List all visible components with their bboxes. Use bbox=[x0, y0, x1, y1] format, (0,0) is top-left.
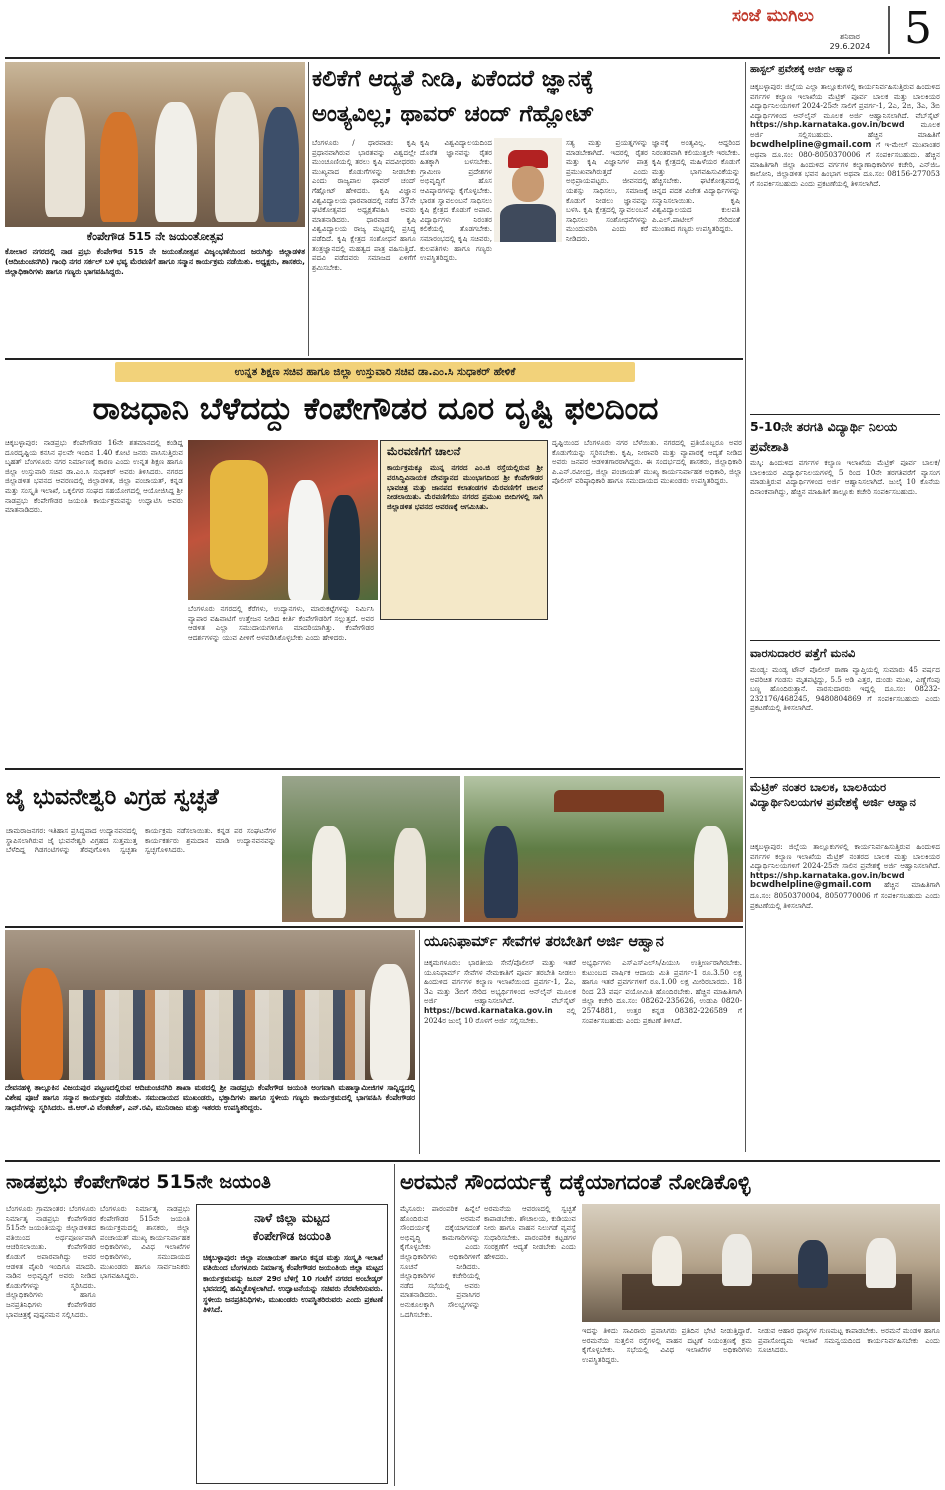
band-headline: ರಾಜಧಾನಿ ಬೆಳೆದದ್ದು ಕೆಂಪೇಗೌಡರ ದೂರ ದೃಷ್ಟಿ ಫಲದಿಂದ bbox=[92, 391, 659, 427]
photo-figure bbox=[694, 826, 728, 918]
hostel-headline: ಹಾಸ್ಟಲ್ ಪ್ರವೇಶಕ್ಕೆ ಅರ್ಜಿ ಆಹ್ವಾನ bbox=[750, 64, 853, 75]
photo-figure bbox=[328, 495, 360, 600]
lead-col-2b bbox=[494, 246, 562, 354]
metric-hostel-headline: ಮೆಟ್ರಿಕ್ ನಂತರ ಬಾಲಕ, ಬಾಲಕಿಯರ ವಿದ್ಯಾರ್ಥಿನಿಲಯಗಳ ಪ್ರವೇಶಕ್ಕೆ ಅರ್ಜಿ ಆಹ್ವಾನ bbox=[750, 780, 916, 809]
pavilion-roof bbox=[554, 790, 664, 812]
meeting-photo bbox=[582, 1204, 940, 1322]
photo-figure bbox=[21, 968, 63, 1080]
column-divider bbox=[308, 62, 309, 356]
page-number: 5 bbox=[904, 3, 932, 54]
lead-col-2: ಕೃಷಿ ವಿಶ್ವವಿದ್ಯಾಲಯದಿಂದ ದೊರೆತ ಜ್ಞಾನವನ್ನು ರೈತರ ಹಿತಕ್ಕಾಗಿ ಬಳಸಬೇಕು. ಗ್ರಾಮೀಣ ಪ್ರದೇಶಗಳ ಅಭಿವೃದ್ಧಿಗೆ ಹೊಸ ಆವಿಷ್ಕಾರಗಳನ್ನು ಕೈಗೊಳ್ಳಬೇಕು. ಭಾರತ ಸ್ವಾವಲಂಬನೆ ಸಾಧಿಸಲು ಕೃಷಿ ಕ್ಷೇತ್ರದ ಕೊಡುಗೆ ಅಪಾರ. ವಿದ್ಯಾರ್ಥಿಗಳು ನಿರಂತರ ಕಲಿಕೆಯಲ್ಲಿ ತೊಡಗಬೇಕು. ಸಮಾರಂಭದಲ್ಲಿ ಕೃಷಿ ಸಚಿವರು, ಕುಲಪತಿಗಳು ಹಾಗೂ ಗಣ್ಯರು ಉಪಸ್ಥಿತರಿದ್ದರು. bbox=[420, 138, 492, 263]
right-rule bbox=[750, 414, 940, 415]
band-top-rule bbox=[5, 358, 743, 360]
group-photo bbox=[5, 930, 415, 1080]
masthead-day: ಶನಿವಾರ bbox=[840, 32, 860, 41]
procession-text: ಕಾರ್ಯಕ್ರಮಕ್ಕೂ ಮುನ್ನ ನಗರದ ಎಂ.ಜಿ ರಸ್ತೆಯಲ್ಲಿರುವ ಶ್ರೀ ವರಸಿದ್ಧಿವಿನಾಯಕ ದೇವಸ್ಥಾನದ ಮುಂಭಾಗದಿಂದ ಶ್ರೀ ಕೆಂಪೇಗೌಡರ ಭಾವಚಿತ್ರ ಮತ್ತು ಜಾನಪದ ಕಲಾತಂಡಗಳ ಮೆರವಣಿಗೆಗೆ ಚಾಲನೆ ನೀಡಲಾಯಿತು. ಮೆರವಣಿಗೆಯು ನಗರದ ಪ್ರಮುಖ ಬೀದಿಗಳಲ್ಲಿ ಸಾಗಿ ಜಿಲ್ಲಾಡಳಿತ ಭವನದ ಆವರಣಕ್ಕೆ ಆಗಮಿಸಿತು. bbox=[387, 463, 543, 512]
column-divider bbox=[394, 1164, 395, 1486]
right-column-divider bbox=[745, 62, 746, 1152]
right-rule bbox=[750, 777, 940, 778]
photo-figure bbox=[484, 826, 518, 918]
hostel-body-text2: ಮೂಲಕ ಅರ್ಜಿ ಸಲ್ಲಿಸಬಹುದು. ಹೆಚ್ಚಿನ ಮಾಹಿತಿಗೆ bbox=[750, 120, 940, 139]
band-subhead: ಉನ್ನತ ಶಿಕ್ಷಣ ಸಚಿವ ಹಾಗೂ ಜಿಲ್ಲಾ ಉಸ್ತುವಾರಿ ಸಚಿವ ಡಾ.ಎಂ.ಸಿ ಸುಧಾಕರ್ ಹೇಳಿಕೆ bbox=[115, 362, 635, 382]
metric-link[interactable]: https://shp.karnataka.gov.in/bcwd bbox=[750, 870, 905, 880]
jayanthi-col-2: ಬೆಂಗಳೂರು ನಿರ್ಮಾತೃ ನಾಡಪ್ರಭು ಕೆಂಪೇಗೌಡರ 515ನೇ ಜಯಂತಿ ಕಾರ್ಯಕ್ರಮದಲ್ಲಿ ಶಾಸಕರು, ಜಿಲ್ಲಾ ಪಂಚಾಯತ್ ಮುಖ್ಯ ಕಾರ್ಯನಿರ್ವಾಹಕ ಅಧಿಕಾರಿಗಳು, ವಿವಿಧ ಇಲಾಖೆಗಳ ಅಧಿಕಾರಿಗಳು, ಸಮುದಾಯದ ಮುಖಂಡರು ಹಾಗೂ ಸಾರ್ವಜನಿಕರು ಭಾಗವಹಿಸಿದ್ದರು. bbox=[100, 1204, 190, 1281]
photo-figure bbox=[312, 826, 346, 918]
uniform-link[interactable]: https://bcwd.karnataka.gov.in bbox=[424, 1005, 553, 1015]
hostel-body-text3: ಗೆ ಇ-ಮೇಲ್ ಮುಖಾಂತರ ಅಥವಾ ದೂ.ಸಂ: 080-8050370006 ಗೆ ಸಂಪರ್ಕಿಸಬಹುದು. ಹೆಚ್ಚಿನ ಮಾಹಿತಿಗಾಗಿ ಜಿಲ್ಲಾ ಹಿಂದುಳಿದ ವರ್ಗಗಳ ಕಲ್ಯಾಣಾಧಿಕಾರಿಗಳ ಕಚೇರಿ, ಎನ್‌ಜಿಒ ಕಾಲೋನಿ, ಜಿಲ್ಲಾಡಳಿತ ಭವನ ಹಿಂಭಾಗ ಅಥವಾ ದೂ.ಸಂ: 08156-277053 ಗೆ ಸಂಪರ್ಕಿಸಬಹುದು ಎಂದು ಪ್ರಕಟಣೆಯಲ್ಲಿ ತಿಳಿಸಲಾಗಿದೆ. bbox=[750, 139, 940, 188]
section-rule bbox=[5, 1160, 940, 1162]
bhuvaneshwari-body: ಚಾಮರಾಜನಗರ: ಇತಿಹಾಸ ಪ್ರಸಿದ್ಧವಾದ ಉದ್ಯಾನವನದಲ್ಲಿ ಸ್ಥಾಪಿಸಲಾಗಿರುವ ಜೈ ಭುವನೇಶ್ವರಿ ವಿಗ್ರಹದ ಸುತ್ತಮುತ್ತ ಬೆಳೆದಿದ್ದ ಗಿಡಗಂಟಿಗಳನ್ನು ತೆರವುಗೊಳಿಸಿ ಸ್ವಚ್ಛತಾ ಕಾರ್ಯಕ್ರಮ ನಡೆಸಲಾಯಿತು. ಕನ್ನಡ ಪರ ಸಂಘಟನೆಗಳ ಕಾರ್ಯಕರ್ತರು ಶ್ರಮದಾನ ಮಾಡಿ ಉದ್ಯಾನವನವನ್ನು ಸ್ವಚ್ಛಗೊಳಿಸಿದರು. bbox=[6, 826, 276, 855]
metric-hostel-body bbox=[750, 842, 940, 1152]
top-left-caption-title: ಕೆಂಪೇಗೌಡ 515 ನೇ ಜಯಂತೋತ್ಸವ bbox=[86, 230, 224, 243]
hostel-link[interactable]: https://shp.karnataka.gov.in/bcwd bbox=[750, 120, 905, 130]
photo-figure bbox=[100, 112, 138, 222]
lead-col-4: ಜ್ಞಾನಕ್ಕೆ ಅಂತ್ಯವಿಲ್ಲ. ಆದ್ದರಿಂದ ನಿರಂತರವಾಗಿ ಕಲಿಯುತ್ತಲೇ ಇರಬೇಕು. ಕೃಷಿ ಕ್ಷೇತ್ರದಲ್ಲಿ ಮಹಿಳೆಯರ ಕೊಡುಗೆ ಮತ್ತು ಭಾಗವಹಿಸುವಿಕೆಯನ್ನು ಹೆಚ್ಚಿಸಬೇಕು. ಘಟಿಕೋತ್ಸವದಲ್ಲಿ ಚಿನ್ನದ ಪದಕ ವಿಜೇತ ವಿದ್ಯಾರ್ಥಿಗಳನ್ನು ಸನ್ಮಾನಿಸಲಾಯಿತು. ಕೃಷಿ ವಿಶ್ವವಿದ್ಯಾಲಯದ ಕುಲಪತಿ ಪಿ.ಎಲ್.ಪಾಟೀಲ್ ಸೇರಿದಂತೆ ಮುಂತಾದ ಗಣ್ಯರು ಉಪಸ್ಥಿತರಿದ್ದರು. bbox=[652, 138, 740, 234]
garland-portrait bbox=[210, 460, 268, 580]
photo-figure bbox=[288, 480, 324, 600]
palace-col-4: ನೀಡುವ ಆಹಾರ ಧಾನ್ಯಗಳ ಗುಣಮಟ್ಟ ಕಾಪಾಡಬೇಕು. ಅರಮನೆ ಮಂಡಳಿ ಹಾಗೂ ಪ್ರವಾಸೋದ್ಯಮ ಇಲಾಖೆ ಸಮನ್ವಯದಿಂದ ಕಾರ್ಯನಿರ್ವಹಿಸಬೇಕು ಎಂದು ಸೂಚಿಸಿದರು. bbox=[758, 1326, 940, 1355]
kempegowda-portrait-photo bbox=[188, 440, 378, 600]
park-photo-2 bbox=[464, 776, 743, 922]
lead-headline-line1: ಕಲಿಕೆಗೆ ಆದ್ಯತೆ ನೀಡಿ, ಏಕೆಂದರೆ ಜ್ಞಾನಕ್ಕೆ bbox=[312, 66, 594, 92]
photo-figure bbox=[866, 1238, 896, 1288]
uniform-col-2: ಅಭ್ಯರ್ಥಿಗಳು ಎಸ್‌ಎಸ್‌ಎಲ್‌ಸಿ/ಪಿಯುಸಿ ಉತ್ತೀರ್ಣರಾಗಿರಬೇಕು. ಕುಟುಂಬದ ವಾರ್ಷಿಕ ಆದಾಯ ಮಿತಿ ಪ್ರವರ್ಗ-1 ರೂ.3.50 ಲಕ್ಷ ಹಾಗೂ ಇತರೆ ಪ್ರವರ್ಗಗಳಿಗೆ ರೂ.1.00 ಲಕ್ಷ ಮೀರಿರಬಾರದು. 18 ರಿಂದ 23 ವರ್ಷ ವಯೋಮಿತಿ ಹೊಂದಿರಬೇಕು. ಹೆಚ್ಚಿನ ಮಾಹಿತಿಗಾಗಿ ಜಿಲ್ಲಾ ಕಚೇರಿ ದೂ.ಸಂ: 08262-235626, ಉಡುಪಿ 0820-2574881, ಉತ್ತರ ಕನ್ನಡ 08382-226589 ಗೆ ಸಂಪರ್ಕಿಸಬಹುದು ಎಂದು ಪ್ರಕಟಣೆ ತಿಳಿಸಿದೆ. bbox=[582, 958, 742, 1025]
capital-col-3 bbox=[380, 624, 548, 764]
lead-col-3: ಸತ್ಯ ಮತ್ತು ಪ್ರಯತ್ನಗಳನ್ನು ಮಾಡಬೇಕಾಗಿದೆ. ಇದರಲ್ಲಿ ರೈತರ ಮತ್ತು ಕೃಷಿ ವಿಜ್ಞಾನಿಗಳ ಪಾತ್ರ ಪ್ರಮುಖವಾಗಿರುತ್ತದೆ ಎಂದು ಅಭಿಪ್ರಾಯಪಟ್ಟರು. ಜೀವನದಲ್ಲಿ ಯಶಸ್ಸು ಸಾಧಿಸಲು, ಸಮಾಜಕ್ಕೆ ಕೊಡುಗೆ ನೀಡಲು ಜ್ಞಾನವನ್ನು ಬಳಸಿ. ಕೃಷಿ ಕ್ಷೇತ್ರದಲ್ಲಿ ಸ್ವಾವಲಂಬನೆ ಸಾಧಿಸಲು ಸಂಶೋಧನೆಗಳನ್ನು ಮುಂದುವರಿಸಿ ಎಂದು ಕರೆ ನೀಡಿದರು. bbox=[566, 138, 648, 243]
crowd-band bbox=[69, 990, 365, 1080]
top-left-caption-text: ಕೋಲಾರ ನಗರದಲ್ಲಿ ನಾಡ ಪ್ರಭು ಕೆಂಪೇಗೌಡ 515 ನೇ ಜಯಂತೋತ್ಸವ ವಿಜೃಂಭಣೆಯಿಂದ ಜರುಗಿತ್ತು ಜಿಲ್ಲಾಡಳಿತ (ಆದಿಚುಂಚನಗಿರಿ) ಗಾಂಧಿ ನಗರ ಸರ್ಕಲ್ ಬಳಿ ಭವ್ಯ ಮೆರವಣಿಗೆ ಹಾಗೂ ಸನ್ಮಾನ ಕಾರ್ಯಕ್ರಮ ನಡೆಯಿತು. ಅಧ್ಯಕ್ಷರು, ಶಾಸಕರು, ಜಿಲ್ಲಾಧಿಕಾರಿಗಳು ಹಾಗೂ ಗಣ್ಯರು ಭಾಗವಹಿಸಿದ್ದರು. bbox=[5, 247, 305, 276]
masthead-date: 29.6.2024 bbox=[829, 42, 871, 51]
district-box-title-2: ಕೆಂಪೇಗೌಡ ಜಯಂತಿ bbox=[252, 1229, 332, 1243]
masthead-rule bbox=[5, 57, 940, 59]
district-box-text: ಚಿಕ್ಕಬಳ್ಳಾಪುರ: ಜಿಲ್ಲಾ ಪಂಚಾಯತ್ ಹಾಗೂ ಕನ್ನಡ ಮತ್ತು ಸಂಸ್ಕೃತಿ ಇಲಾಖೆ ವತಿಯಿಂದ ಬೆಂಗಳೂರು ನಿರ್ಮಾತೃ ಕೆಂಪೇಗೌಡರ ಜಯಂತಿಯ ಜಿಲ್ಲಾ ಮಟ್ಟದ ಕಾರ್ಯಕ್ರಮವನ್ನು ಜೂನ್ 29ರ ಬೆಳಿಗ್ಗೆ 10 ಗಂಟೆಗೆ ನಗರದ ಅಂಬೇಡ್ಕರ್ ಭವನದಲ್ಲಿ ಹಮ್ಮಿಕೊಳ್ಳಲಾಗಿದೆ. ಉದ್ಘಾಟನೆಯನ್ನು ಸಚಿವರು ನೆರವೇರಿಸುವರು. ಸ್ಥಳೀಯ ಜನಪ್ರತಿನಿಧಿಗಳು, ಮುಖಂಡರು ಉಪಸ್ಥಿತರಿರುವರು ಎಂದು ಪ್ರಕಟಣೆ ತಿಳಿಸಿದೆ. bbox=[203, 1253, 383, 1315]
grade-hostel-body: ಮಸ್ಕಿ: ಹಿಂದುಳಿದ ವರ್ಗಗಳ ಕಲ್ಯಾಣ ಇಲಾಖೆಯ ಮೆಟ್ರಿಕ್ ಪೂರ್ವ ಬಾಲಕ/ಬಾಲಕಿಯರ ವಿದ್ಯಾರ್ಥಿನಿಲಯಗಳಲ್ಲಿ 5 ರಿಂದ 10ನೇ ತರಗತಿವರೆಗೆ ವ್ಯಾಸಂಗ ಮಾಡುತ್ತಿರುವ ವಿದ್ಯಾರ್ಥಿಗಳಿಂದ ಅರ್ಜಿ ಆಹ್ವಾನಿಸಲಾಗಿದೆ. ಜುಲೈ 10 ಕೊನೆಯ ದಿನಾಂಕವಾಗಿದ್ದು, ಹೆಚ್ಚಿನ ಮಾಹಿತಿಗೆ ತಾಲ್ಲೂಕು ಕಚೇರಿ ಸಂಪರ್ಕಿಸಬಹುದು. bbox=[750, 458, 940, 496]
hostel-body-text: ಚಿಕ್ಕಬಳ್ಳಾಪುರ: ಜಿಲ್ಲೆಯ ಎಲ್ಲಾ ತಾಲ್ಲೂಕುಗಳಲ್ಲಿ ಕಾರ್ಯನಿರ್ವಹಿಸುತ್ತಿರುವ ಹಿಂದುಳಿದ ವರ್ಗಗಳ ಕಲ್ಯಾಣ ಇಲಾಖೆಯ ಮೆಟ್ರಿಕ್ ಪೂರ್ವ ಬಾಲಕ ಮತ್ತು ಬಾಲಕಿಯರ ವಿದ್ಯಾರ್ಥಿನಿಲಯಗಳಿಗೆ 2024-25ನೇ ಸಾಲಿಗೆ ಪ್ರವರ್ಗ-1, 2ಎ, 2ಬಿ, 3ಎ, 3ಬಿ ವಿದ್ಯಾರ್ಥಿಗಳಿಂದ ಆನ್‌ಲೈನ್ ಮೂಲಕ ಅರ್ಜಿ ಆಹ್ವಾನಿಸಲಾಗಿದೆ. ವೆಬ್‌ಸೈಟ್ bbox=[750, 82, 940, 120]
warasudar-body: ಮಂಡ್ಯ: ಮಂಡ್ಯ ಟೌನ್ ಪೊಲೀಸ್ ಠಾಣಾ ವ್ಯಾಪ್ತಿಯಲ್ಲಿ ಸುಮಾರು 45 ವರ್ಷದ ಅಪರಿಚಿತ ಗಂಡಸು ಮೃತಪಟ್ಟಿದ್ದು, 5.5 ಅಡಿ ಎತ್ತರ, ದುಂಡು ಮುಖ, ಎಣ್ಣೆಗೆಂಪು ಬಣ್ಣ ಹೊಂದಿರುತ್ತಾನೆ. ವಾರಸುದಾರರು ಇದ್ದಲ್ಲಿ ದೂ.ಸಂ: 08232-232176/468245, 9480804869 ಗೆ ಸಂಪರ್ಕಿಸಬಹುದು ಎಂದು ಪ್ರಕಟಣೆಯಲ್ಲಿ ತಿಳಿಸಲಾಗಿದೆ. bbox=[750, 665, 940, 713]
photo-figure bbox=[798, 1240, 828, 1288]
procession-title: ಮೆರವಣಿಗೆಗೆ ಚಾಲನೆ bbox=[387, 445, 461, 458]
palace-headline: ಅರಮನೆ ಸೌಂದರ್ಯಕ್ಕೆ ದಕ್ಕೆಯಾಗದಂತೆ ನೋಡಿಕೊಳ್ಳಿ bbox=[400, 1170, 751, 1194]
grade-hostel-headline: 5-10ನೇ ತರಗತಿ ವಿದ್ಯಾರ್ಥಿ ನಿಲಯ ಪ್ರವೇಶಾತಿ bbox=[750, 419, 898, 454]
lead-col-1: ಬೆಂಗಳೂರು / ಧಾರವಾಡ: ಕೃಷಿ ಪ್ರಧಾನವಾಗಿರುವ ಭಾರತವನ್ನು ವಿಶ್ವದಲ್ಲೇ ಮುಂಚೂಣಿಯಲ್ಲಿ ತರಲು ಕೃಷಿ ಪದವೀಧರರು ಮುಖ್ಯವಾದ ಕೊಡುಗೆಗಳನ್ನು ನೀಡಬೇಕು ಎಂದು ರಾಜ್ಯಪಾಲ ಥಾವರ್ ಚಂದ್ ಗೆಹ್ಲೋಟ್ ಹೇಳಿದರು. ಕೃಷಿ ವಿಜ್ಞಾನ ವಿಶ್ವವಿದ್ಯಾಲಯ ಧಾರವಾಡದಲ್ಲಿ ನಡೆದ 37ನೇ ಘಟಿಕೋತ್ಸವದ ಅಧ್ಯಕ್ಷತೆವಹಿಸಿ ಅವರು ಮಾತನಾಡಿದರು. ಧಾರವಾಡ ಕೃಷಿ ವಿಶ್ವವಿದ್ಯಾಲಯ ರಾಜ್ಯ ಮಟ್ಟದಲ್ಲಿ ಪ್ರಸಿದ್ಧ ಪಡೆದಿದೆ. ಕೃಷಿ ಕ್ಷೇತ್ರದ ಸಂಶೋಧನೆ ಹಾಗೂ ತಂತ್ರಜ್ಞಾನದಲ್ಲಿ ಮಹತ್ವದ ಪಾತ್ರ ವಹಿಸುತ್ತಿದೆ. ಪದವಿ ಪಡೆದವರು ಸಮಾಜದ ಏಳಿಗೆಗೆ ಶ್ರಮಿಸಬೇಕು. bbox=[312, 138, 416, 272]
photo-figure bbox=[263, 107, 299, 222]
photo-figure bbox=[155, 102, 197, 222]
metric-email[interactable]: bcwdhelpline@gmail.com bbox=[750, 880, 872, 891]
palace-col-1: ಮೈಸೂರು: ಪಾರಂಪರಿಕ ಹಿನ್ನೆಲೆ ಹೊಂದಿರುವ ಅರಮನೆ ಸೌಂದರ್ಯಕ್ಕೆ ದಕ್ಕೆಯಾಗದಂತೆ ಅಭಿವೃದ್ಧಿ ಕಾಮಗಾರಿಗಳನ್ನು ಕೈಗೊಳ್ಳಬೇಕು ಎಂದು ಜಿಲ್ಲಾಧಿಕಾರಿಗಳು ಅಧಿಕಾರಿಗಳಿಗೆ ಸೂಚನೆ ನೀಡಿದರು. ಜಿಲ್ಲಾಧಿಕಾರಿಗಳ ಕಚೇರಿಯಲ್ಲಿ ನಡೆದ ಸಭೆಯಲ್ಲಿ ಅವರು ಮಾತನಾಡಿದರು. ಪ್ರವಾಸಿಗರ ಅನುಕೂಲಕ್ಕಾಗಿ ಸೌಲಭ್ಯಗಳನ್ನು ಒದಗಿಸಬೇಕು. bbox=[400, 1204, 480, 1319]
group-photo-caption: ದೇವನಹಳ್ಳಿ ತಾಲ್ಲೂಕಿನ ವಿಜಯಪುರ ಪಟ್ಟಣದಲ್ಲಿರುವ ಆದಿಚುಂಚನಗಿರಿ ಶಾಖಾ ಮಠದಲ್ಲಿ ಶ್ರೀ ನಾಡಪ್ರಭು ಕೆಂಪೇಗೌಡ ಜಯಂತಿ ಅಂಗವಾಗಿ ಮಹಾಸ್ವಾಮೀಜಿಗಳ ಸಾನ್ನಿಧ್ಯದಲ್ಲಿ ವಿಶೇಷ ಪೂಜೆ ಹಾಗೂ ಸನ್ಮಾನ ಕಾರ್ಯಕ್ರಮ ನಡೆಯಿತು. ಸಮುದಾಯದ ಮುಖಂಡರು, ಭಕ್ತಾದಿಗಳು ಹಾಗೂ ಸ್ಥಳೀಯ ಗಣ್ಯರು ಕಾರ್ಯಕ್ರಮದಲ್ಲಿ ಭಾಗವಹಿಸಿ ಕೆಂಪೇಗೌಡರ ಸಾಧನೆಗಳನ್ನು ಸ್ಮರಿಸಿದರು. ಜಿ.ಆರ್.ವಿ ವೆಂಕಟೇಶ್, ಎನ್.ರವಿ, ಮುನಿರಾಜು ಮತ್ತು ಇತರರು ಉಪಸ್ಥಿತರಿದ್ದರು. bbox=[5, 1083, 415, 1112]
masthead-logo: ಸಂಜೆ ಮುಗಿಲು bbox=[732, 6, 814, 26]
district-box-title-1: ನಾಳೆ ಜಿಲ್ಲಾ ಮಟ್ಟದ bbox=[254, 1211, 330, 1225]
warasudar-headline: ವಾರಸುದಾರರ ಪತ್ತೆಗೆ ಮನವಿ bbox=[750, 646, 856, 660]
jayanthi-headline: ನಾಡಪ್ರಭು ಕೆಂಪೇಗೌಡರ 515ನೇ ಜಯಂತಿ bbox=[6, 1171, 271, 1193]
section-rule bbox=[5, 768, 743, 770]
photo-figure bbox=[45, 97, 85, 217]
governor-portrait bbox=[494, 138, 562, 242]
procession-sidebox bbox=[380, 440, 548, 620]
uniform-headline: ಯೂನಿಫಾರ್ಮ್ ಸೇವೆಗಳ ತರಬೇತಿಗೆ ಅರ್ಜಿ ಆಹ್ವಾನ bbox=[424, 934, 664, 950]
palace-col-2: ಅರಮನೆಯ ಆವರಣದಲ್ಲಿ ಸ್ವಚ್ಛತೆ ಕಾಪಾಡಬೇಕು. ಶೌಚಾಲಯ, ಕುಡಿಯುವ ನೀರು ಹಾಗೂ ವಾಹನ ನಿಲುಗಡೆ ವ್ಯವಸ್ಥೆ ಸುಧಾರಿಸಬೇಕು. ಪಾರಂಪರಿಕ ಕಟ್ಟಡಗಳ ಸಂರಕ್ಷಣೆಗೆ ಆದ್ಯತೆ ನೀಡಬೇಕು ಎಂದು ಹೇಳಿದರು. bbox=[484, 1204, 576, 1261]
section-rule bbox=[5, 926, 743, 928]
district-jayanthi-box bbox=[196, 1204, 388, 1484]
hostel-body bbox=[750, 82, 940, 412]
uniform-col1-text: ಚಿಕ್ಕಮಗಳೂರು: ಭಾರತೀಯ ಸೇನೆ/ಪೊಲೀಸ್ ಮತ್ತು ಇತರೆ ಯೂನಿಫಾರ್ಮ್ ಸೇವೆಗಳ ನೇಮಕಾತಿಗೆ ಪೂರ್ವ ತರಬೇತಿ ನೀಡಲು ಹಿಂದುಳಿದ ವರ್ಗಗಳ ಕಲ್ಯಾಣ ಇಲಾಖೆಯಿಂದ ಪ್ರವರ್ಗ-1, 2ಎ, 3ಎ ಮತ್ತು 3ಬಿಗೆ ಸೇರಿದ ಅಭ್ಯರ್ಥಿಗಳಿಂದ ಆನ್‌ಲೈನ್ ಮೂಲಕ ಅರ್ಜಿ ಆಹ್ವಾನಿಸಲಾಗಿದೆ. ವೆಬ್‌ಸೈಟ್ bbox=[424, 958, 576, 1006]
hostel-email[interactable]: bcwdhelpline@gmail.com bbox=[750, 139, 872, 150]
masthead bbox=[0, 0, 945, 60]
photo-figure bbox=[394, 828, 426, 918]
lead-headline-line2: ಅಂತ್ಯವಿಲ್ಲ; ಥಾವರ್ ಚಂದ್ ಗೆಹ್ಲೋಟ್ bbox=[312, 101, 595, 127]
metric-body-text2: ಹೆಚ್ಚಿನ ಮಾಹಿತಿಗಾಗಿ ದೂ.ಸಂ: 8050370004, 8050770006 ಗೆ ಸಂಪರ್ಕಿಸಬಹುದು ಎಂದು ಪ್ರಕಟಣೆಯಲ್ಲಿ ತಿಳಿಸಲಾಗಿದೆ. bbox=[750, 880, 940, 910]
bhuvaneshwari-headline: ಜೈ ಭುವನೇಶ್ವರಿ ವಿಗ್ರಹ ಸ್ವಚ್ಛತೆ bbox=[6, 785, 219, 810]
portrait-body bbox=[500, 204, 556, 242]
photo-figure bbox=[722, 1234, 752, 1286]
column-divider bbox=[419, 930, 420, 1154]
capital-col-2: ಬೆಂಗಳೂರು ನಗರದಲ್ಲಿ ಕೆರೆಗಳು, ಉದ್ಯಾನಗಳು, ಮಾರುಕಟ್ಟೆಗಳನ್ನು ನಿರ್ಮಿಸಿ ವ್ಯಾಪಾರ ವಹಿವಾಟಿಗೆ ಉತ್ತೇಜನ ನೀಡಿದ ಕೀರ್ತಿ ಕೆಂಪೇಗೌಡರಿಗೆ ಸಲ್ಲುತ್ತದೆ. ಅವರ ಆಡಳಿತ ಎಲ್ಲಾ ಸಮುದಾಯಗಳಿಗೂ ಮಾದರಿಯಾಗಿತ್ತು. ಕೆಂಪೇಗೌಡರ ಆದರ್ಶಗಳನ್ನು ಯುವ ಪೀಳಿಗೆ ಅಳವಡಿಸಿಕೊಳ್ಳಬೇಕು ಎಂದು ಹೇಳಿದರು. bbox=[188, 604, 374, 642]
photo-figure bbox=[215, 92, 259, 222]
masthead-divider bbox=[888, 6, 890, 54]
photo-figure bbox=[370, 964, 410, 1080]
right-rule bbox=[750, 640, 940, 641]
jayanthi-col-1: ಬೆಂಗಳೂರು ಗ್ರಾಮಾಂತರ: ಬೆಂಗಳೂರು ನಿರ್ಮಾತೃ ನಾಡಪ್ರಭು ಕೆಂಪೇಗೌಡರ 515ನೇ ಜಯಂತಿಯನ್ನು ಜಿಲ್ಲಾಡಳಿತದ ವತಿಯಿಂದ ಅರ್ಥಪೂರ್ಣವಾಗಿ ಆಚರಿಸಲಾಯಿತು. ಕೆಂಪೇಗೌಡರ ಕೊಡುಗೆ ಅಪಾರವಾಗಿದ್ದು ಅವರ ಆಡಳಿತ ವೈಖರಿ ಇಂದಿಗೂ ಮಾದರಿ. ನಾಡಿನ ಅಭಿವೃದ್ಧಿಗೆ ಅವರು ನೀಡಿದ ಕೊಡುಗೆಗಳನ್ನು ಸ್ಮರಿಸಿದರು. ಜಿಲ್ಲಾಧಿಕಾರಿಗಳು ಹಾಗೂ ಜನಪ್ರತಿನಿಧಿಗಳು ಕೆಂಪೇಗೌಡರ ಭಾವಚಿತ್ರಕ್ಕೆ ಪುಷ್ಪನಮನ ಸಲ್ಲಿಸಿದರು. bbox=[6, 1204, 96, 1319]
portrait-face bbox=[512, 166, 544, 202]
kempegowda-ceremony-photo bbox=[5, 62, 305, 227]
metric-body-text: ಚಿಕ್ಕಬಳ್ಳಾಪುರ: ಜಿಲ್ಲೆಯ ತಾಲ್ಲೂಕುಗಳಲ್ಲಿ ಕಾರ್ಯನಿರ್ವಹಿಸುತ್ತಿರುವ ಹಿಂದುಳಿದ ವರ್ಗಗಳ ಕಲ್ಯಾಣ ಇಲಾಖೆಯ ಮೆಟ್ರಿಕ್ ನಂತರದ ಬಾಲಕ ಮತ್ತು ಬಾಲಕಿಯರ ವಿದ್ಯಾರ್ಥಿನಿಲಯಗಳಿಗೆ 2024-25ನೇ ಸಾಲಿನ ಪ್ರವೇಶಕ್ಕೆ ಅರ್ಜಿ ಆಹ್ವಾನಿಸಲಾಗಿದೆ. bbox=[750, 842, 940, 871]
uniform-col-1 bbox=[424, 958, 576, 1154]
capital-col-1: ಚಿಕ್ಕಬಳ್ಳಾಪುರ: ನಾಡಪ್ರಭು ಕೆಂಪೇಗೌಡರ 16ನೇ ಶತಮಾನದಲ್ಲಿ ಕಂಡಿದ್ದ ದೂರದೃಷ್ಟಿಯ ಕನಸಿನ ಫಲವೇ ಇಂದಿನ 1.40 ಕೋಟಿ ಜನರು ವಾಸಿಸುತ್ತಿರುವ ಬೃಹತ್ ಬೆಂಗಳೂರು ನಗರ ನಿರ್ಮಾಣಕ್ಕೆ ಕಾರಣ ಎಂದು ಉನ್ನತ ಶಿಕ್ಷಣ ಹಾಗೂ ಜಿಲ್ಲಾ ಉಸ್ತುವಾರಿ ಸಚಿವ ಡಾ.ಎಂ.ಸಿ ಸುಧಾಕರ್ ಅವರು ತಿಳಿಸಿದರು. ನಗರದ ಜಿಲ್ಲಾಡಳಿತ ಭವನದ ಆವರಣದಲ್ಲಿ ಜಿಲ್ಲಾಡಳಿತ, ಜಿಲ್ಲಾ ಪಂಚಾಯತ್, ಕನ್ನಡ ಮತ್ತು ಸಂಸ್ಕೃತಿ ಇಲಾಖೆ, ಒಕ್ಕಲಿಗರ ಸಂಘದ ಸಹಯೋಗದಲ್ಲಿ ಆಯೋಜಿಸಿದ್ದ ಶ್ರೀ ನಾಡಪ್ರಭು ಕೆಂಪೇಗೌಡರ ಜಯಂತಿ ಕಾರ್ಯಕ್ರಮವನ್ನು ಉದ್ಘಾಟಿಸಿ ಅವರು ಮಾತನಾಡಿದರು. bbox=[5, 438, 183, 515]
capital-col-4: ದೃಷ್ಟಿಯಿಂದ ಬೆಂಗಳೂರು ನಗರ ಬೆಳೆಯಿತು. ನಗರದಲ್ಲಿ ಪ್ರತಿಯೊಬ್ಬರೂ ಅವರ ಕೊಡುಗೆಯನ್ನು ಸ್ಮರಿಸಬೇಕು. ಕೃಷಿ, ನೀರಾವರಿ ಮತ್ತು ವ್ಯಾಪಾರಕ್ಕೆ ಆದ್ಯತೆ ನೀಡಿದ ಅವರು ಜನಪರ ಆಡಳಿತಗಾರರಾಗಿದ್ದರು. ಈ ಸಂದರ್ಭದಲ್ಲಿ ಶಾಸಕರು, ಜಿಲ್ಲಾಧಿಕಾರಿ ಪಿ.ಎನ್.ರವೀಂದ್ರ, ಜಿಲ್ಲಾ ಪಂಚಾಯತ್ ಮುಖ್ಯ ಕಾರ್ಯನಿರ್ವಾಹಕ ಅಧಿಕಾರಿ, ಜಿಲ್ಲಾ ಪೊಲೀಸ್ ವರಿಷ್ಠಾಧಿಕಾರಿ ಹಾಗೂ ಸಮುದಾಯದ ಮುಖಂಡರು ಉಪಸ್ಥಿತರಿದ್ದರು. bbox=[552, 438, 742, 486]
uniform-col1-text2: ನಲ್ಲಿ 2024ರ ಜುಲೈ 10 ರೊಳಗೆ ಅರ್ಜಿ ಸಲ್ಲಿಸಬೇಕು. bbox=[424, 1005, 576, 1025]
park-photo-1 bbox=[282, 776, 460, 922]
palace-col-3: ಇದನ್ನು ತಿಳಿದು ಸಾವಿರಾರು ಪ್ರವಾಸಿಗರು ಪ್ರತಿದಿನ ಭೇಟಿ ನೀಡುತ್ತಿದ್ದಾರೆ. ಅರಮನೆಯ ಸುತ್ತಲಿನ ರಸ್ತೆಗಳಲ್ಲಿ ವಾಹನ ದಟ್ಟಣೆ ನಿಯಂತ್ರಣಕ್ಕೆ ಕ್ರಮ ಕೈಗೊಳ್ಳಬೇಕು. ಸಭೆಯಲ್ಲಿ ವಿವಿಧ ಇಲಾಖೆಗಳ ಅಧಿಕಾರಿಗಳು ಉಪಸ್ಥಿತರಿದ್ದರು. bbox=[582, 1326, 752, 1364]
photo-figure bbox=[652, 1236, 682, 1286]
